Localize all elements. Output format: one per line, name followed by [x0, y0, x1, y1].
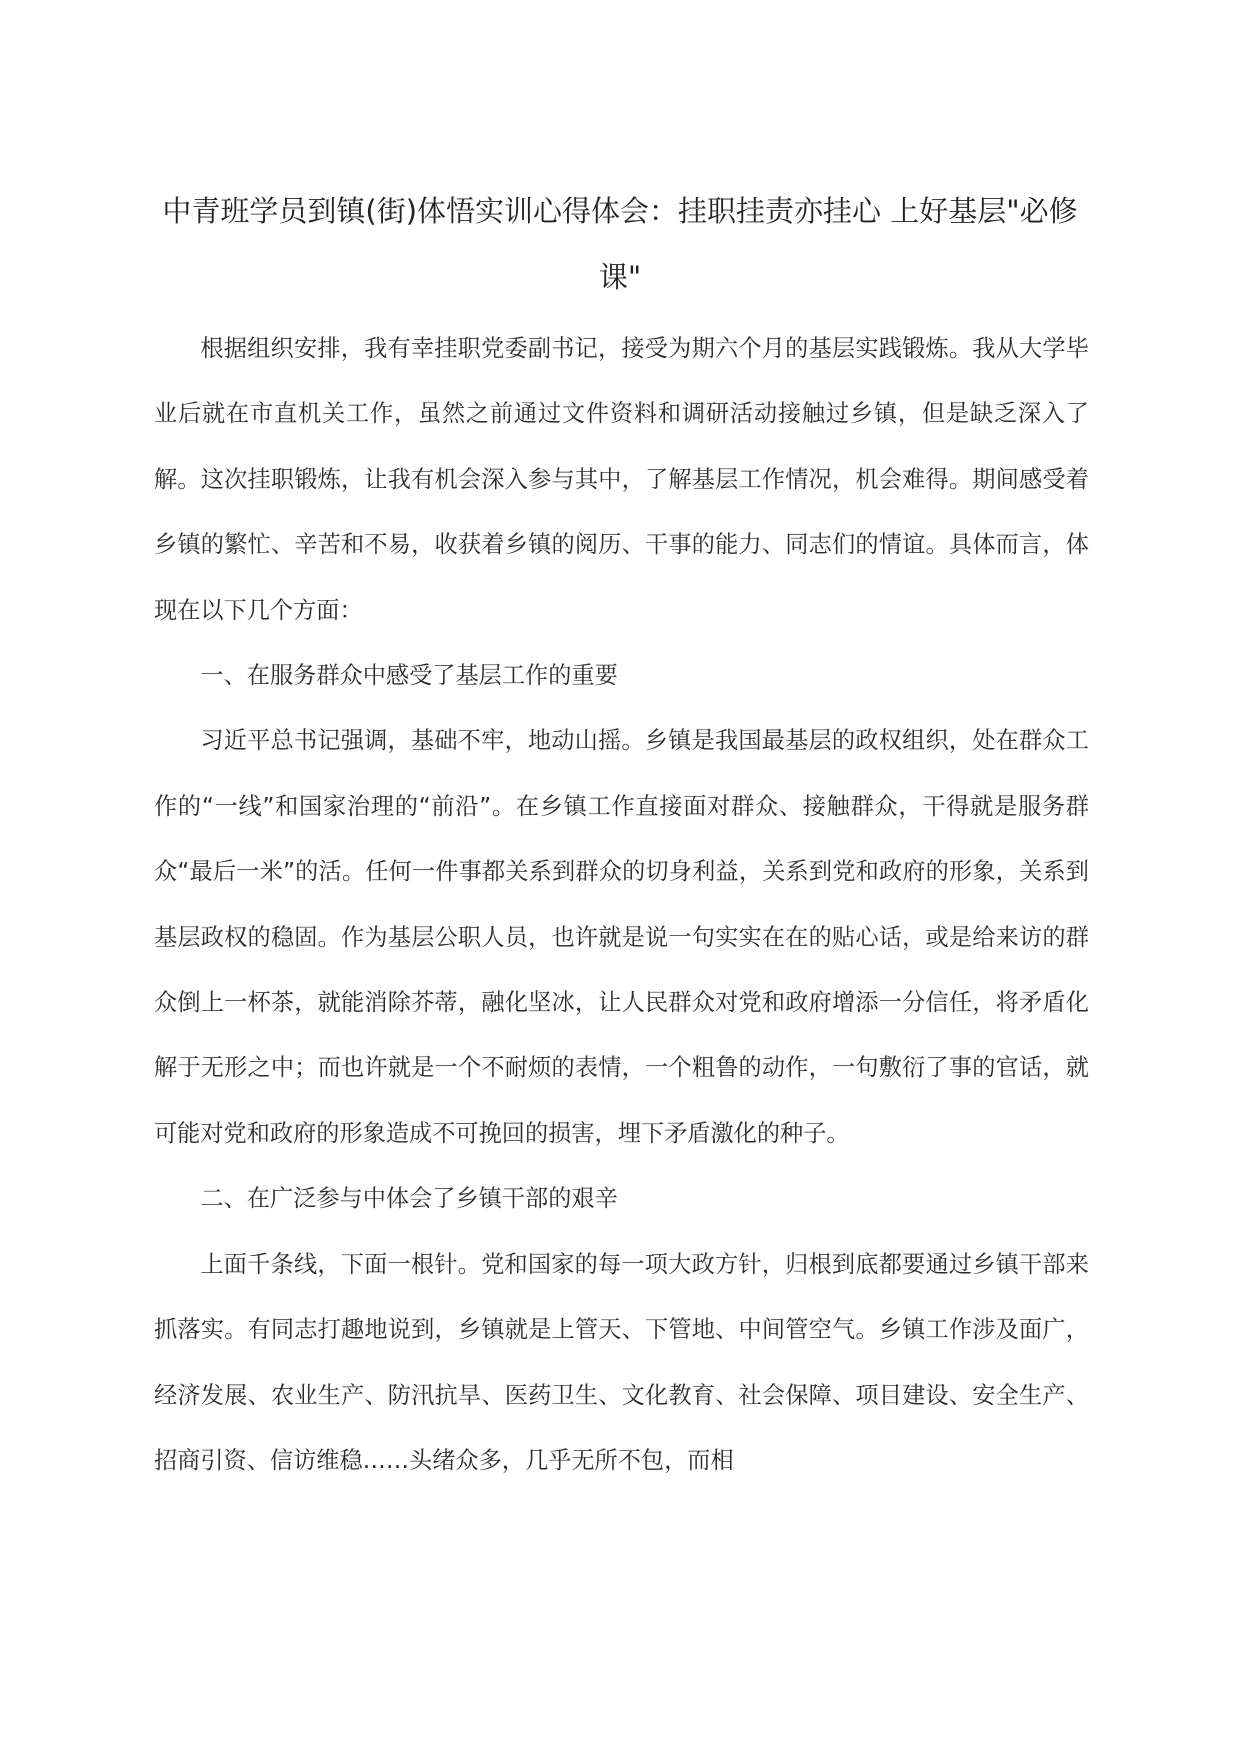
section-1-paragraph: 习近平总书记强调，基础不牢，地动山摇。乡镇是我国最基层的政权组织，处在群众工作的“一线”和国家治理的“前沿”。在乡镇工作直接面对群众、接触群众，干得就是服务群众“最后一米”的活。任何一件事都关系到群众的切身利益，关系到党和政府的形象，关系到基层政权的稳固。作为基层公职人员，也许就是说一句实实在在的贴心话，或是给来访的群众倒上一杯茶，就能消除芥蒂，融化坚冰，让人民群众对党和政府增添一分信任，将矛盾化解于无形之中；而也许就是一个不耐烦的表情，一个粗鲁的动作，一句敷衍了事的官话，就可能对党和政府的形象造成不可挽回的损害，埋下矛盾激化的种子。 [154, 727, 1089, 1147]
section-heading-1: 一、在服务群众中感受了基层工作的重要 [200, 662, 618, 690]
section-heading-2: 二、在广泛参与中体会了乡镇干部的艰辛 [200, 1185, 618, 1213]
section-2-paragraph: 上面千条线，下面一根针。党和国家的每一项大政方针，归根到底都要通过乡镇干部来抓落实。有同志打趣地说到，乡镇就是上管天、下管地、中间管空气。乡镇工作涉及面广，经济发展、农业生产、防汛抗旱、医药卫生、文化教育、社会保障、项目建设、安全生产、招商引资、信访维稳……头绪众多，几乎无所不包，而相 [154, 1250, 1089, 1474]
document-body [154, 316, 1089, 1493]
document-title: 中青班学员到镇(街)体悟实训心得体会：挂职挂责亦挂心 上好基层"必修课" [162, 194, 1078, 294]
intro-paragraph: 根据组织安排，我有幸挂职党委副书记，接受为期六个月的基层实践锻炼。我从大学毕业后就在市直机关工作，虽然之前通过文件资料和调研活动接触过乡镇，但是缺乏深入了解。这次挂职锻炼，让我有机会深入参与其中，了解基层工作情况，机会难得。期间感受着乡镇的繁忙、辛苦和不易，收获着乡镇的阅历、干事的能力、同志们的情谊。具体而言，体现在以下几个方面： [154, 335, 1089, 624]
